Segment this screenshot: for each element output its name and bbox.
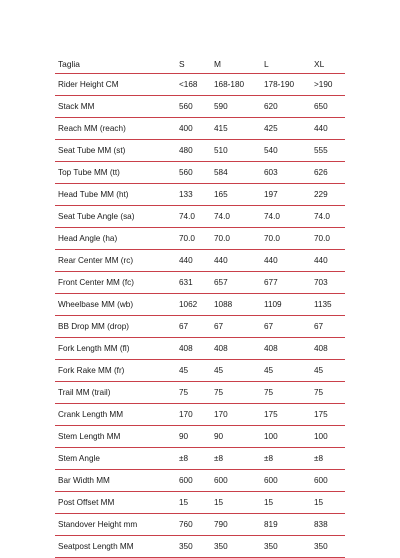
row-label: Rear Center MM (rc) [58,256,134,265]
table-row [55,404,345,426]
value-m: 1088 [214,300,233,309]
value-l: 67 [264,322,274,331]
value-m: 350 [214,542,228,551]
value-l: 425 [264,124,278,133]
table-row [55,360,345,382]
value-l: 819 [264,520,278,529]
value-s: 440 [179,256,193,265]
table-row [55,514,345,536]
value-m: 408 [214,344,228,353]
value-s: ±8 [179,454,189,463]
value-m: 440 [214,256,228,265]
value-s: 90 [179,432,189,441]
table-row [55,492,345,514]
value-xl: 703 [314,278,328,287]
table-row [55,294,345,316]
value-xl: 408 [314,344,328,353]
row-label: Fork Length MM (fl) [58,344,130,353]
value-s: 400 [179,124,193,133]
table-row [55,184,345,206]
header-size-l: L [264,59,269,69]
value-xl: 838 [314,520,328,529]
value-s: 75 [179,388,189,397]
table-row [55,162,345,184]
value-l: 74.0 [264,212,280,221]
value-xl: 650 [314,102,328,111]
value-xl: 440 [314,124,328,133]
value-m: 67 [214,322,224,331]
value-s: 45 [179,366,189,375]
table-row [55,316,345,338]
row-label: Stack MM [58,102,95,111]
value-m: ±8 [214,454,224,463]
row-label: Trail MM (trail) [58,388,111,397]
table-row [55,382,345,404]
table-row [55,272,345,294]
value-l: 70.0 [264,234,280,243]
value-s: 67 [179,322,189,331]
value-s: 350 [179,542,193,551]
table-body [55,74,345,558]
table-row [55,74,345,96]
value-l: 620 [264,102,278,111]
row-label: Wheelbase MM (wb) [58,300,134,309]
value-l: 350 [264,542,278,551]
table-header-row [55,55,345,74]
value-xl: 74.0 [314,212,330,221]
row-label: Fork Rake MM (fr) [58,366,125,375]
value-xl: 350 [314,542,328,551]
table-row [55,426,345,448]
value-s: 760 [179,520,193,529]
value-m: 584 [214,168,228,177]
value-l: 440 [264,256,278,265]
table-row [55,448,345,470]
value-m: 74.0 [214,212,230,221]
row-label: Crank Length MM [58,410,124,419]
value-xl: 75 [314,388,324,397]
value-m: 45 [214,366,224,375]
row-label: Top Tube MM (tt) [58,168,120,177]
row-label: Post Offset MM [58,498,115,507]
row-label: Reach MM (reach) [58,124,126,133]
value-xl: >190 [314,80,333,89]
value-s: 560 [179,102,193,111]
value-s: 74.0 [179,212,195,221]
header-size-xl: XL [314,59,325,69]
value-s: 560 [179,168,193,177]
row-label: Standover Height mm [58,520,138,529]
value-l: 15 [264,498,274,507]
value-l: 45 [264,366,274,375]
value-m: 600 [214,476,228,485]
value-m: 75 [214,388,224,397]
row-label: Seat Tube MM (st) [58,146,126,155]
value-s: 70.0 [179,234,195,243]
value-m: 15 [214,498,224,507]
value-xl: 229 [314,190,328,199]
value-m: 168-180 [214,80,245,89]
value-l: 178-190 [264,80,295,89]
value-s: <168 [179,80,198,89]
value-m: 510 [214,146,228,155]
row-label: Seat Tube Angle (sa) [58,212,135,221]
value-l: 408 [264,344,278,353]
value-s: 480 [179,146,193,155]
geometry-table [55,55,345,558]
header-size-s: S [179,59,185,69]
value-xl: 100 [314,432,328,441]
row-label: Stem Length MM [58,432,121,441]
table-row [55,118,345,140]
table-row [55,228,345,250]
table-row [55,96,345,118]
row-label: Head Angle (ha) [58,234,118,243]
row-label: Stem Angle [58,454,100,463]
header-size-label: Taglia [58,59,80,69]
value-s: 1062 [179,300,198,309]
value-s: 600 [179,476,193,485]
header-size-m: M [214,59,221,69]
row-label: Bar Width MM [58,476,110,485]
value-s: 170 [179,410,193,419]
value-l: 540 [264,146,278,155]
value-xl: 15 [314,498,324,507]
value-s: 408 [179,344,193,353]
value-xl: 67 [314,322,324,331]
row-label: Front Center MM (fc) [58,278,134,287]
value-xl: ±8 [314,454,324,463]
table-row [55,536,345,558]
value-xl: 600 [314,476,328,485]
value-l: 175 [264,410,278,419]
value-xl: 1135 [314,300,332,309]
value-xl: 626 [314,168,328,177]
value-l: 600 [264,476,278,485]
value-l: 197 [264,190,278,199]
value-m: 657 [214,278,228,287]
row-label: Seatpost Length MM [58,542,134,551]
row-label: Rider Height CM [58,80,119,89]
value-s: 631 [179,278,193,287]
value-xl: 45 [314,366,324,375]
value-s: 15 [179,498,189,507]
value-l: 603 [264,168,278,177]
table-row [55,470,345,492]
value-xl: 440 [314,256,328,265]
value-xl: 175 [314,410,328,419]
table-row [55,206,345,228]
value-m: 790 [214,520,228,529]
value-m: 70.0 [214,234,230,243]
table-row [55,338,345,360]
value-l: 677 [264,278,278,287]
value-l: 1109 [264,300,282,309]
row-label: Head Tube MM (ht) [58,190,129,199]
value-l: 100 [264,432,278,441]
value-l: ±8 [264,454,274,463]
value-xl: 70.0 [314,234,330,243]
row-label: BB Drop MM (drop) [58,322,129,331]
value-s: 133 [179,190,193,199]
value-m: 590 [214,102,228,111]
value-l: 75 [264,388,274,397]
value-m: 90 [214,432,224,441]
value-m: 170 [214,410,228,419]
value-m: 165 [214,190,228,199]
table-row [55,250,345,272]
value-m: 415 [214,124,228,133]
table-row [55,140,345,162]
value-xl: 555 [314,146,328,155]
